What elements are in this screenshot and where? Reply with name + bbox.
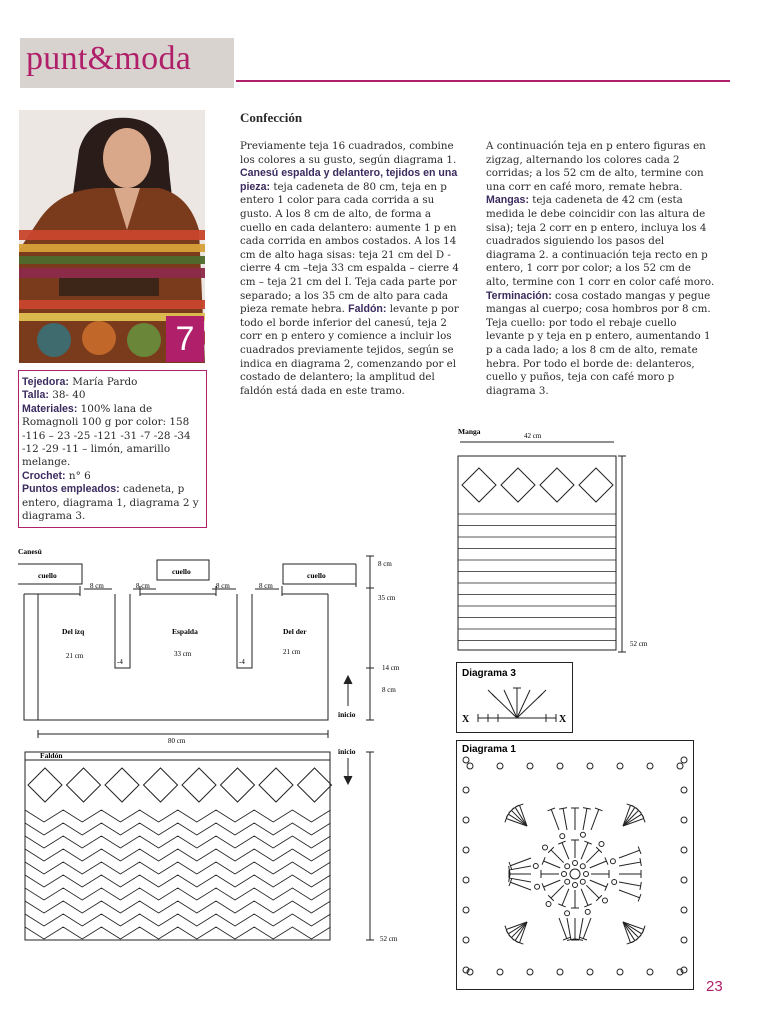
intro-paragraph: Previamente teja 16 cuadrados, combine los colores a su gusto, según diagrama 1. [240, 140, 457, 166]
chain-loop [612, 879, 617, 884]
outer-stitch [583, 808, 587, 830]
edge-chain [467, 763, 473, 769]
edge-chain [647, 969, 653, 975]
inner-stitch [562, 889, 569, 906]
faldon-square [67, 768, 101, 802]
materiales-label: Materiales: [22, 402, 78, 415]
zigzag-row [25, 862, 331, 874]
edge-chain [463, 787, 469, 793]
edge-chain [681, 907, 687, 913]
center-ring [570, 869, 580, 879]
faldon-square [28, 768, 62, 802]
cuello-label-left: cuello [38, 571, 57, 580]
height-52cm-faldon: 52 cm [380, 935, 398, 943]
outer-stitch [619, 890, 640, 898]
pattern-number-badge: 7 [166, 316, 204, 362]
edge-chain [463, 907, 469, 913]
outer-stitch [579, 918, 583, 940]
mangas-text: teja cadeneta de 42 cm (esta medida le debe coincidir con las altura de sisa); teja 2 corr en p entero, incluya los 4 cuadrados siguiendo los pasos del diagrama 2. a continuación teja recto en p entero, 1 corr por color; a los 52 cm de alto, termine con 1 corr en color café moro. [486, 194, 715, 288]
canesu-faldon-diagram [0, 540, 440, 980]
measure-8cm-c: 8 cm [216, 582, 230, 590]
edge-chain [677, 763, 683, 769]
height-8cm: 8 cm [382, 686, 396, 694]
instructions-column-2 [486, 140, 716, 398]
crochet-value: n° 6 [68, 469, 91, 482]
inner-stitch [590, 880, 607, 887]
outer-stitch [591, 809, 599, 830]
manga-title: Manga [458, 427, 481, 436]
diagrama-3-x-left: X [462, 714, 470, 725]
chain-loop [580, 864, 585, 869]
edge-chain [527, 763, 533, 769]
measure-8cm-d: 8 cm [259, 582, 273, 590]
inner-stitch [562, 843, 569, 860]
chain-loop [599, 842, 604, 847]
edge-chain [681, 787, 687, 793]
height-14cm: 14 cm [382, 664, 400, 672]
espalda-label: Espalda [172, 627, 198, 636]
edge-chain [557, 969, 563, 975]
faldon-square [182, 768, 216, 802]
edge-chain [647, 763, 653, 769]
chain-loop [565, 879, 570, 884]
diagrama-1-title: Diagrama 1 [462, 744, 516, 755]
edge-chain [463, 757, 469, 763]
edge-chain [463, 847, 469, 853]
chain-loop [543, 845, 548, 850]
terminacion-label: Terminación: [486, 289, 552, 302]
chain-loop [546, 901, 551, 906]
zigzag-row [25, 849, 331, 861]
width-21-right: 21 cm [283, 648, 301, 656]
inicio-faldon: inicio [338, 747, 356, 756]
edge-chain [681, 877, 687, 883]
outer-stitch [559, 808, 567, 809]
edge-chain [681, 847, 687, 853]
zigzag-row [25, 875, 331, 887]
outer-stitch [619, 850, 640, 858]
outer-stitch [583, 808, 591, 809]
section-heading: Confección [240, 110, 303, 125]
chain-loop [533, 864, 538, 869]
inner-stitch [544, 861, 561, 868]
width-21-left: 21 cm [66, 652, 84, 660]
chain-loop [584, 872, 589, 877]
outer-stitch [551, 809, 559, 830]
edge-chain [463, 817, 469, 823]
minus4-right: -4 [239, 658, 245, 666]
edge-chain [587, 763, 593, 769]
terminacion-text: cosa costado mangas y pegue mangas al cuerpo; cosa hombros por 8 cm. Teja cuello: por todo el rebaje cuello levante p y teja en p entero, aumentando 1 p a cada lado; a los 8 cm de alto, remate hebra. Por todo el borde de: delanteros, cuello y puños, teja con café moro p diagrama 3. [486, 289, 711, 397]
inner-stitch [581, 843, 588, 860]
edge-chain [617, 763, 623, 769]
faldon-title: Faldón [40, 751, 63, 760]
outer-stitch [640, 882, 641, 890]
outer-stitch [619, 882, 641, 886]
outer-stitch [509, 878, 531, 882]
outer-stitch [510, 882, 531, 890]
faldon-text: levante p por todo el borde inferior del canesú, teja 2 corr en p entero y comience a incluir los cuadrados previamente tejidos, según se indica en diagrama 2, comenzando por el costado de delantero; la amplitud del faldón está dada en este tramo. [240, 303, 459, 397]
measure-8cm-a: 8 cm [90, 582, 104, 590]
talla-value: 38- 40 [52, 389, 86, 402]
materiales-value: 100% lana de Romagnoli 100 g por color: 158 -116 – 23 -25 -121 -31 -7 -28 -34 -12 -29 -11 – limón, amarillo melange. [22, 402, 191, 469]
edge-chain [681, 817, 687, 823]
outer-stitch [619, 862, 641, 866]
tejedora-label: Tejedora: [22, 376, 69, 388]
outer-stitch [559, 918, 567, 939]
talla-label: Talla: [22, 389, 49, 402]
minus4-left: -4 [117, 658, 123, 666]
zigzag-row [25, 823, 331, 835]
chain-loop [580, 832, 585, 837]
inner-stitch [586, 885, 599, 898]
chain-loop [535, 884, 540, 889]
chain-loop [573, 883, 578, 888]
edge-chain [681, 937, 687, 943]
diagrama-3 [456, 662, 574, 734]
width-33: 33 cm [174, 650, 192, 658]
height-35cm: 35 cm [378, 594, 396, 602]
manga-width-42: 42 cm [524, 432, 542, 440]
manga-height-52: 52 cm [630, 640, 648, 648]
edge-chain [497, 763, 503, 769]
outer-stitch [509, 866, 531, 870]
brand-logo: punt&moda [26, 40, 192, 77]
cuello-label-center: cuello [172, 567, 191, 576]
faldon-square [259, 768, 293, 802]
edge-chain [587, 969, 593, 975]
measure-8cm-b: 8 cm [136, 582, 150, 590]
instructions-column-1 [240, 140, 462, 398]
width-80cm: 80 cm [168, 737, 186, 745]
inner-stitch [581, 889, 588, 906]
puntos-value: cadeneta, p entero, diagrama 1, diagrama 2 y diagrama 3. [22, 483, 199, 523]
outer-stitch [563, 808, 567, 830]
inicio-canesu: inicio [338, 710, 356, 719]
header-rule [236, 80, 730, 82]
diagrama-1 [456, 740, 696, 992]
edge-chain [463, 877, 469, 883]
chain-loop [560, 834, 565, 839]
zigzag-row [25, 836, 331, 848]
canesu-text: teja cadeneta de 80 cm, teja en p entero 1 color para cada corrida a su gusto. A los 8 cm de alto, de forma a cuello en cada delantero: aumente 1 p en cada corrida en ambos costados. A los 14 cm de alto haga sisas: teja 21 cm del D - cierre 4 cm –teja 33 cm espalda – cierre 4 cm – teja 21 cm del I. Teja cada parte por separado; a los 35 cm de alto para cada pieza remate hebra. [240, 180, 459, 316]
zigzag-row [25, 810, 331, 822]
tejedora-value: María Pardo [72, 376, 138, 388]
edge-chain [617, 969, 623, 975]
zigzag-row [25, 901, 331, 913]
height-8cm-top: 8 cm [378, 560, 392, 568]
crochet-label: Crochet: [22, 469, 66, 482]
chain-loop [573, 861, 578, 866]
inner-stitch [586, 850, 599, 863]
chain-loop [580, 879, 585, 884]
faldon-square [221, 768, 255, 802]
outer-stitch [640, 858, 641, 866]
faldon-square [298, 768, 332, 802]
mangas-label: Mangas: [486, 194, 529, 207]
continuation-paragraph: A continuación teja en p entero figuras en zigzag, alternando los colores cada 2 corridas; a los 52 cm de alto, termine con una corr en café moro, remate hebra. [486, 140, 706, 193]
chain-loop [565, 911, 570, 916]
chain-loop [562, 872, 567, 877]
chain-loop [610, 859, 615, 864]
chain-loop [602, 898, 607, 903]
zigzag-row [25, 914, 331, 926]
zigzag-row [25, 927, 331, 939]
chain-loop [585, 909, 590, 914]
page-number: 23 [706, 978, 723, 995]
chain-loop [565, 864, 570, 869]
diagrama-3-x-right: X [559, 714, 567, 725]
inner-stitch [544, 880, 561, 887]
faldon-label: Faldón: [348, 303, 387, 316]
outer-stitch [583, 918, 591, 939]
inner-stitch [551, 850, 564, 863]
manga-diagram [450, 420, 650, 660]
edge-chain [681, 757, 687, 763]
edge-chain [527, 969, 533, 975]
inner-stitch [551, 885, 564, 898]
canesu-label: Canesú espalda y delantero, tejidos en una pieza: [240, 167, 458, 193]
puntos-label: Puntos empleados: [22, 483, 120, 496]
inner-stitch [590, 861, 607, 868]
materials-box [18, 370, 207, 528]
faldon-square [144, 768, 178, 802]
outer-stitch [567, 918, 571, 940]
edge-chain [557, 763, 563, 769]
del-der-label: Del der [283, 627, 307, 636]
edge-chain [463, 937, 469, 943]
canesu-title: Canesú [18, 547, 42, 556]
diagrama-3-title: Diagrama 3 [462, 668, 516, 679]
del-izq-label: Del izq [62, 627, 85, 636]
cuello-label-right: cuello [307, 571, 326, 580]
zigzag-row [25, 888, 331, 900]
edge-chain [497, 969, 503, 975]
faldon-square [105, 768, 139, 802]
outer-stitch [510, 858, 531, 866]
